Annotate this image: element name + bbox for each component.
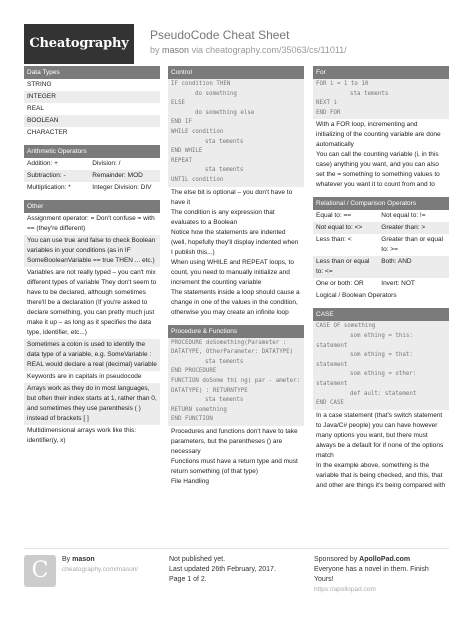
sponsor-url-link[interactable]: https://apollopad.com bbox=[314, 586, 376, 593]
operator-row-right: Division: / bbox=[92, 160, 121, 167]
page-title: PseudoCode Cheat Sheet bbox=[150, 28, 290, 42]
code-line: WHILE condition bbox=[171, 128, 224, 135]
code-line: NEXT i bbox=[316, 100, 337, 107]
code-line: sta tements bbox=[205, 167, 244, 174]
section-header: Other bbox=[24, 200, 160, 213]
code-line: CASE OF something bbox=[316, 323, 376, 330]
operator-row-left: Less than or equal to: <= bbox=[316, 258, 370, 276]
data-type-item: INTEGER bbox=[24, 91, 160, 103]
code-line: statement bbox=[316, 380, 348, 387]
code-line: PROCEDURE doSomething(Parameter : DATATYPE, OtherParameter: DATATYPE) bbox=[171, 339, 294, 356]
operator-row-left: Equal to: == bbox=[316, 212, 352, 220]
code-line: ELSE bbox=[171, 100, 185, 107]
code-line: UNTIL condition bbox=[171, 176, 224, 183]
code-line: END CASE bbox=[316, 400, 344, 407]
operator-row bbox=[313, 256, 449, 278]
operator-row bbox=[24, 158, 160, 170]
code-block bbox=[168, 79, 304, 187]
code-line: REPEAT bbox=[171, 157, 192, 164]
column-2 bbox=[168, 66, 304, 494]
sponsor-name[interactable]: ApolloPad.com bbox=[359, 556, 411, 563]
for-section bbox=[313, 66, 449, 191]
data-type-item: REAL bbox=[27, 105, 44, 112]
author-link[interactable]: mason bbox=[162, 45, 190, 55]
operator-row bbox=[24, 170, 160, 182]
operator-row-right: Integer Division: DIV bbox=[92, 184, 152, 191]
code-line: FOR i = 1 to 10 bbox=[316, 81, 369, 87]
relational-section bbox=[313, 197, 449, 302]
operator-row bbox=[313, 210, 449, 222]
other-note: Multidimensional arrays work like this: identifier(y, x) bbox=[27, 427, 137, 444]
arithmetic-section bbox=[24, 145, 160, 194]
data-type-item: BOOLEAN bbox=[24, 115, 160, 127]
code-line: do something bbox=[195, 90, 237, 97]
code-line: def ault: statement bbox=[350, 390, 417, 397]
data-type-item: STRING bbox=[27, 81, 52, 88]
code-line: statement bbox=[316, 361, 348, 368]
published-status: Not published yet. bbox=[169, 556, 226, 563]
for-notes: With a FOR loop, incrementing and initializing of the counting variable are done automatically You can call the counting variable (i, in this case) anything you want, and you can also set the = something to something values to whatever you want it to count from and to bbox=[316, 121, 441, 189]
case-section bbox=[313, 308, 449, 491]
code-block bbox=[168, 338, 304, 426]
other-note: You can use true and false to check Boolean variables in your conditions (as in IF SomeBooleanVariable == true THEN ... etc.) bbox=[24, 235, 160, 267]
code-line: som ething = other: bbox=[350, 371, 417, 378]
control-section bbox=[168, 66, 304, 319]
section-header: Relational / Comparison Operators bbox=[313, 197, 449, 210]
page-number: Page 1 of 2. bbox=[169, 576, 207, 583]
footer-meta bbox=[169, 555, 276, 585]
sponsor-tagline: Everyone has a novel in them. Finish Yours! bbox=[314, 566, 429, 583]
section-header: Procedure & Functions bbox=[168, 325, 304, 338]
code-line: statement bbox=[316, 342, 348, 349]
code-line: END PROCEDURE bbox=[171, 368, 217, 375]
last-updated: Last updated 26th February, 2017. bbox=[169, 566, 276, 573]
code-line: END FUNCTION bbox=[171, 416, 213, 423]
section-header: CASE bbox=[313, 308, 449, 321]
operator-row bbox=[313, 222, 449, 234]
code-line: END WHILE bbox=[171, 148, 203, 155]
sponsored-by: Sponsored by bbox=[314, 556, 358, 563]
operator-row-right: Greater than or equal to: >= bbox=[381, 236, 444, 254]
code-line: END FOR bbox=[316, 109, 341, 116]
operator-row-left: Less than: < bbox=[316, 236, 352, 244]
author-url-link[interactable]: cheatography.com/mason/ bbox=[62, 566, 139, 573]
code-line: FUNCTION doSome thi ng( par - ameter: DATATYPE) : RETURNTYPE bbox=[171, 377, 301, 394]
code-block bbox=[313, 79, 449, 119]
procedure-notes: Procedures and functions don't have to take parameters, but the parentheses () are necessary Functions must have a return type and must return something (of that type) File Handling bbox=[171, 427, 298, 485]
cheatography-logo[interactable]: Cheatography bbox=[24, 24, 134, 64]
operator-row bbox=[313, 234, 449, 256]
operator-row-right: Invert: NOT bbox=[381, 280, 415, 288]
other-section bbox=[24, 200, 160, 447]
operator-row bbox=[24, 182, 160, 194]
operator-row-left: Subtraction: - bbox=[27, 172, 66, 179]
code-line: sta tements bbox=[350, 90, 389, 97]
other-note: Variables are not really typed – you can't mix different types of variable They don't seem to have to be declared, although sometimes there'll be a declaration (If you're asked to declare something, you can pretty much just make it up – as long as it specifies the data type, identifier, etc...) bbox=[27, 269, 157, 336]
byline bbox=[150, 45, 347, 55]
code-line: sta tements bbox=[205, 358, 244, 365]
code-line: som ething = that: bbox=[350, 352, 413, 359]
code-line: do something else bbox=[195, 109, 255, 116]
other-note: Arrays work as they do in most languages, but often their index starts at 1, rather than 0, and sometimes they use parenthesis ( ) instead of brackets [ ] bbox=[24, 383, 160, 425]
other-note: Assignment operator: = Don't confuse = with == (they're different) bbox=[27, 215, 155, 232]
column-3 bbox=[313, 66, 449, 498]
code-line: IF condition THEN bbox=[171, 81, 231, 87]
control-notes: The else bit is optional – you don't have to have it The condition is any expression that evaluates to a Boolean Notice how the statements are indented (well, hopefully they'll display indented when I publish this...) When using WHILE and REPEAT loops, to count, you need to manually initialize and increment the counting variable The statements inside a loop should cause a change in one of the values in the condition, otherwise you may create an infinite loop bbox=[171, 188, 300, 316]
operator-row bbox=[313, 278, 449, 290]
operator-row-right: Not equal to: != bbox=[381, 212, 426, 220]
operator-row-right: Remainder: MOD bbox=[92, 172, 143, 179]
code-line: END IF bbox=[171, 119, 192, 126]
header bbox=[24, 24, 449, 64]
source-link[interactable]: via cheatography.com/35063/cs/11011/ bbox=[191, 45, 347, 55]
code-line: sta tements bbox=[205, 397, 244, 404]
code-block bbox=[313, 321, 449, 409]
footer-author bbox=[62, 555, 138, 575]
data-types-section bbox=[24, 66, 160, 139]
relational-footer: Logical / Boolean Operators bbox=[316, 292, 397, 300]
code-line: som ething = this: bbox=[350, 332, 413, 339]
operator-row-left: One or both: OR bbox=[316, 280, 364, 288]
code-line: sta tements bbox=[205, 138, 244, 145]
byline-by: by bbox=[150, 45, 160, 55]
author-avatar[interactable]: C bbox=[24, 555, 56, 587]
operator-row-right: Both: AND bbox=[381, 258, 412, 266]
operator-row-right: Greater than: > bbox=[381, 224, 426, 232]
footer-by: By bbox=[62, 556, 71, 563]
operator-row-left: Not equal to: <> bbox=[316, 224, 363, 232]
section-header: Control bbox=[168, 66, 304, 79]
other-note: Sometimes a colon is used to identify the data type of a variable, e.g. SomeVariable : REAL would declare a real (decimal) variable bbox=[24, 339, 160, 371]
section-header: Arithmetic Operators bbox=[24, 145, 160, 158]
column-1 bbox=[24, 66, 160, 453]
footer bbox=[24, 548, 449, 608]
other-note: Keywords are in capitals in pseudocode bbox=[27, 373, 142, 380]
code-line: RETURN something bbox=[171, 406, 227, 413]
footer-sponsor bbox=[314, 555, 449, 595]
operator-row-left: Multiplication: * bbox=[27, 184, 71, 191]
procedures-section bbox=[168, 325, 304, 488]
section-header: Data Types bbox=[24, 66, 160, 79]
section-header: For bbox=[313, 66, 449, 79]
operator-row-left: Addition: + bbox=[27, 160, 58, 167]
data-type-item: CHARACTER bbox=[27, 129, 68, 136]
case-notes: In a case statement (that's switch statement to Java/C# people) you can have however many options you want, but there must always be a default for if none of the options match In the example above, something is the variable that is being checked, and this, that and other are things it's being compared with bbox=[316, 411, 446, 489]
footer-author-name[interactable]: mason bbox=[72, 556, 95, 563]
